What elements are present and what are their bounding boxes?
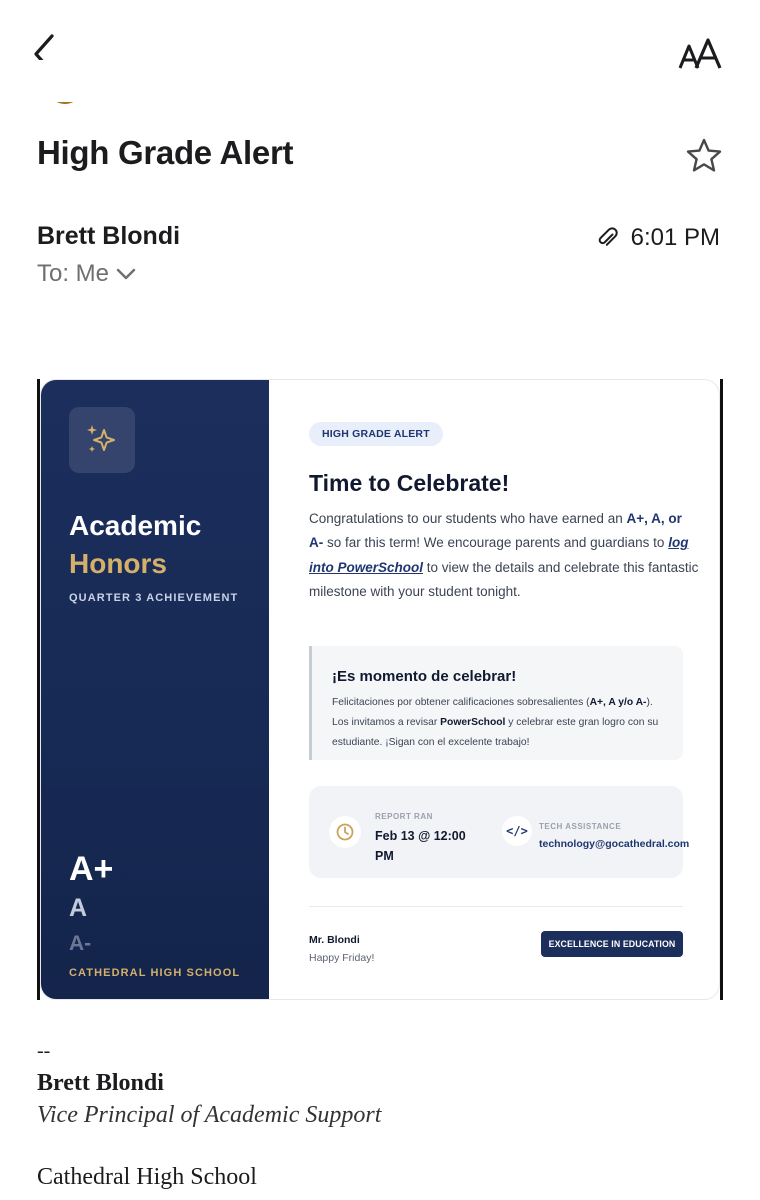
sparkles-icon xyxy=(84,422,120,458)
chevron-down-icon xyxy=(115,266,137,282)
email-time: 6:01 PM xyxy=(630,224,720,251)
report-label: REPORT RAN xyxy=(375,812,433,821)
grade-a-minus: A- xyxy=(69,932,92,955)
spanish-part3: y celebrar este gran logro con su estudiante. ¡Sigan con el excelente trabajo! xyxy=(332,717,659,748)
star-icon xyxy=(684,136,724,176)
alert-pill: HIGH GRADE ALERT xyxy=(309,422,443,446)
excellence-badge: EXCELLENCE IN EDUCATION xyxy=(541,931,683,957)
congrats-part3: to view the details and celebrate this fantastic milestone with your student tonight. xyxy=(309,559,699,599)
report-value: Feb 13 @ 12:00 PM xyxy=(375,829,466,863)
signoff-name: Mr. Blondi xyxy=(309,934,360,946)
text-size-icon xyxy=(676,38,728,72)
email-body-image xyxy=(37,379,723,1000)
sparkle-badge xyxy=(69,407,135,473)
info-box xyxy=(309,786,690,878)
signature-dash: -- xyxy=(37,1040,51,1062)
sender-name[interactable]: Brett Blondi xyxy=(37,222,181,250)
congrats-part2: so far this term! We encourage parents and guardians to xyxy=(323,535,669,551)
honors-title-line2: Honors xyxy=(69,548,167,579)
recipients-label: To: Me xyxy=(37,260,110,287)
signature-title: Vice Principal of Academic Support xyxy=(37,1102,382,1128)
star-button[interactable] xyxy=(684,136,724,176)
grade-a-plus: A+ xyxy=(69,850,114,888)
congrats-text xyxy=(309,507,699,604)
spanish-message xyxy=(309,646,683,760)
alert-card xyxy=(40,379,720,1000)
signature-name: Brett Blondi xyxy=(37,1070,164,1096)
quarter-subtitle: QUARTER 3 ACHIEVEMENT xyxy=(69,592,239,604)
honors-title-line1: Academic xyxy=(69,510,202,541)
recipients-toggle[interactable] xyxy=(37,260,137,288)
alert-content xyxy=(269,380,720,1000)
email-subject: High Grade Alert xyxy=(37,134,294,171)
tech-email-link[interactable]: technology@gocathedral.com xyxy=(539,838,690,850)
honors-panel xyxy=(41,380,269,1000)
celebrate-heading: Time to Celebrate! xyxy=(309,470,510,496)
clock-icon xyxy=(335,822,355,842)
spanish-grades: A+, A y/o A- xyxy=(589,697,647,708)
congrats-part1: Congratulations to our students who have earned an xyxy=(309,511,627,526)
spanish-part2: ). Los invitamos a revisar xyxy=(332,697,653,728)
school-label: CATHEDRAL HIGH SCHOOL xyxy=(69,967,241,979)
spanish-powerschool: PowerSchool xyxy=(440,717,506,728)
email-meta xyxy=(595,224,720,252)
clock-badge xyxy=(329,816,361,848)
spanish-heading: ¡Es momento de celebrar! xyxy=(332,668,517,685)
sender-avatar xyxy=(38,60,92,104)
signature-school: Cathedral High School xyxy=(37,1164,257,1190)
paperclip-icon[interactable] xyxy=(595,225,621,251)
code-icon: </> xyxy=(502,816,532,846)
grade-a: A xyxy=(69,894,88,922)
spanish-part1: Felicitaciones por obtener calificaciones sobresalientes ( xyxy=(332,697,590,708)
text-size-button[interactable] xyxy=(676,38,728,72)
congrats-grades: A+, A, or A- xyxy=(309,511,682,551)
top-bar xyxy=(0,0,760,100)
divider xyxy=(309,906,683,907)
spanish-text xyxy=(332,693,665,753)
signoff-note: Happy Friday! xyxy=(309,952,375,964)
tech-label: TECH ASSISTANCE xyxy=(539,822,622,831)
powerschool-link[interactable]: log into PowerSchool xyxy=(309,535,689,575)
